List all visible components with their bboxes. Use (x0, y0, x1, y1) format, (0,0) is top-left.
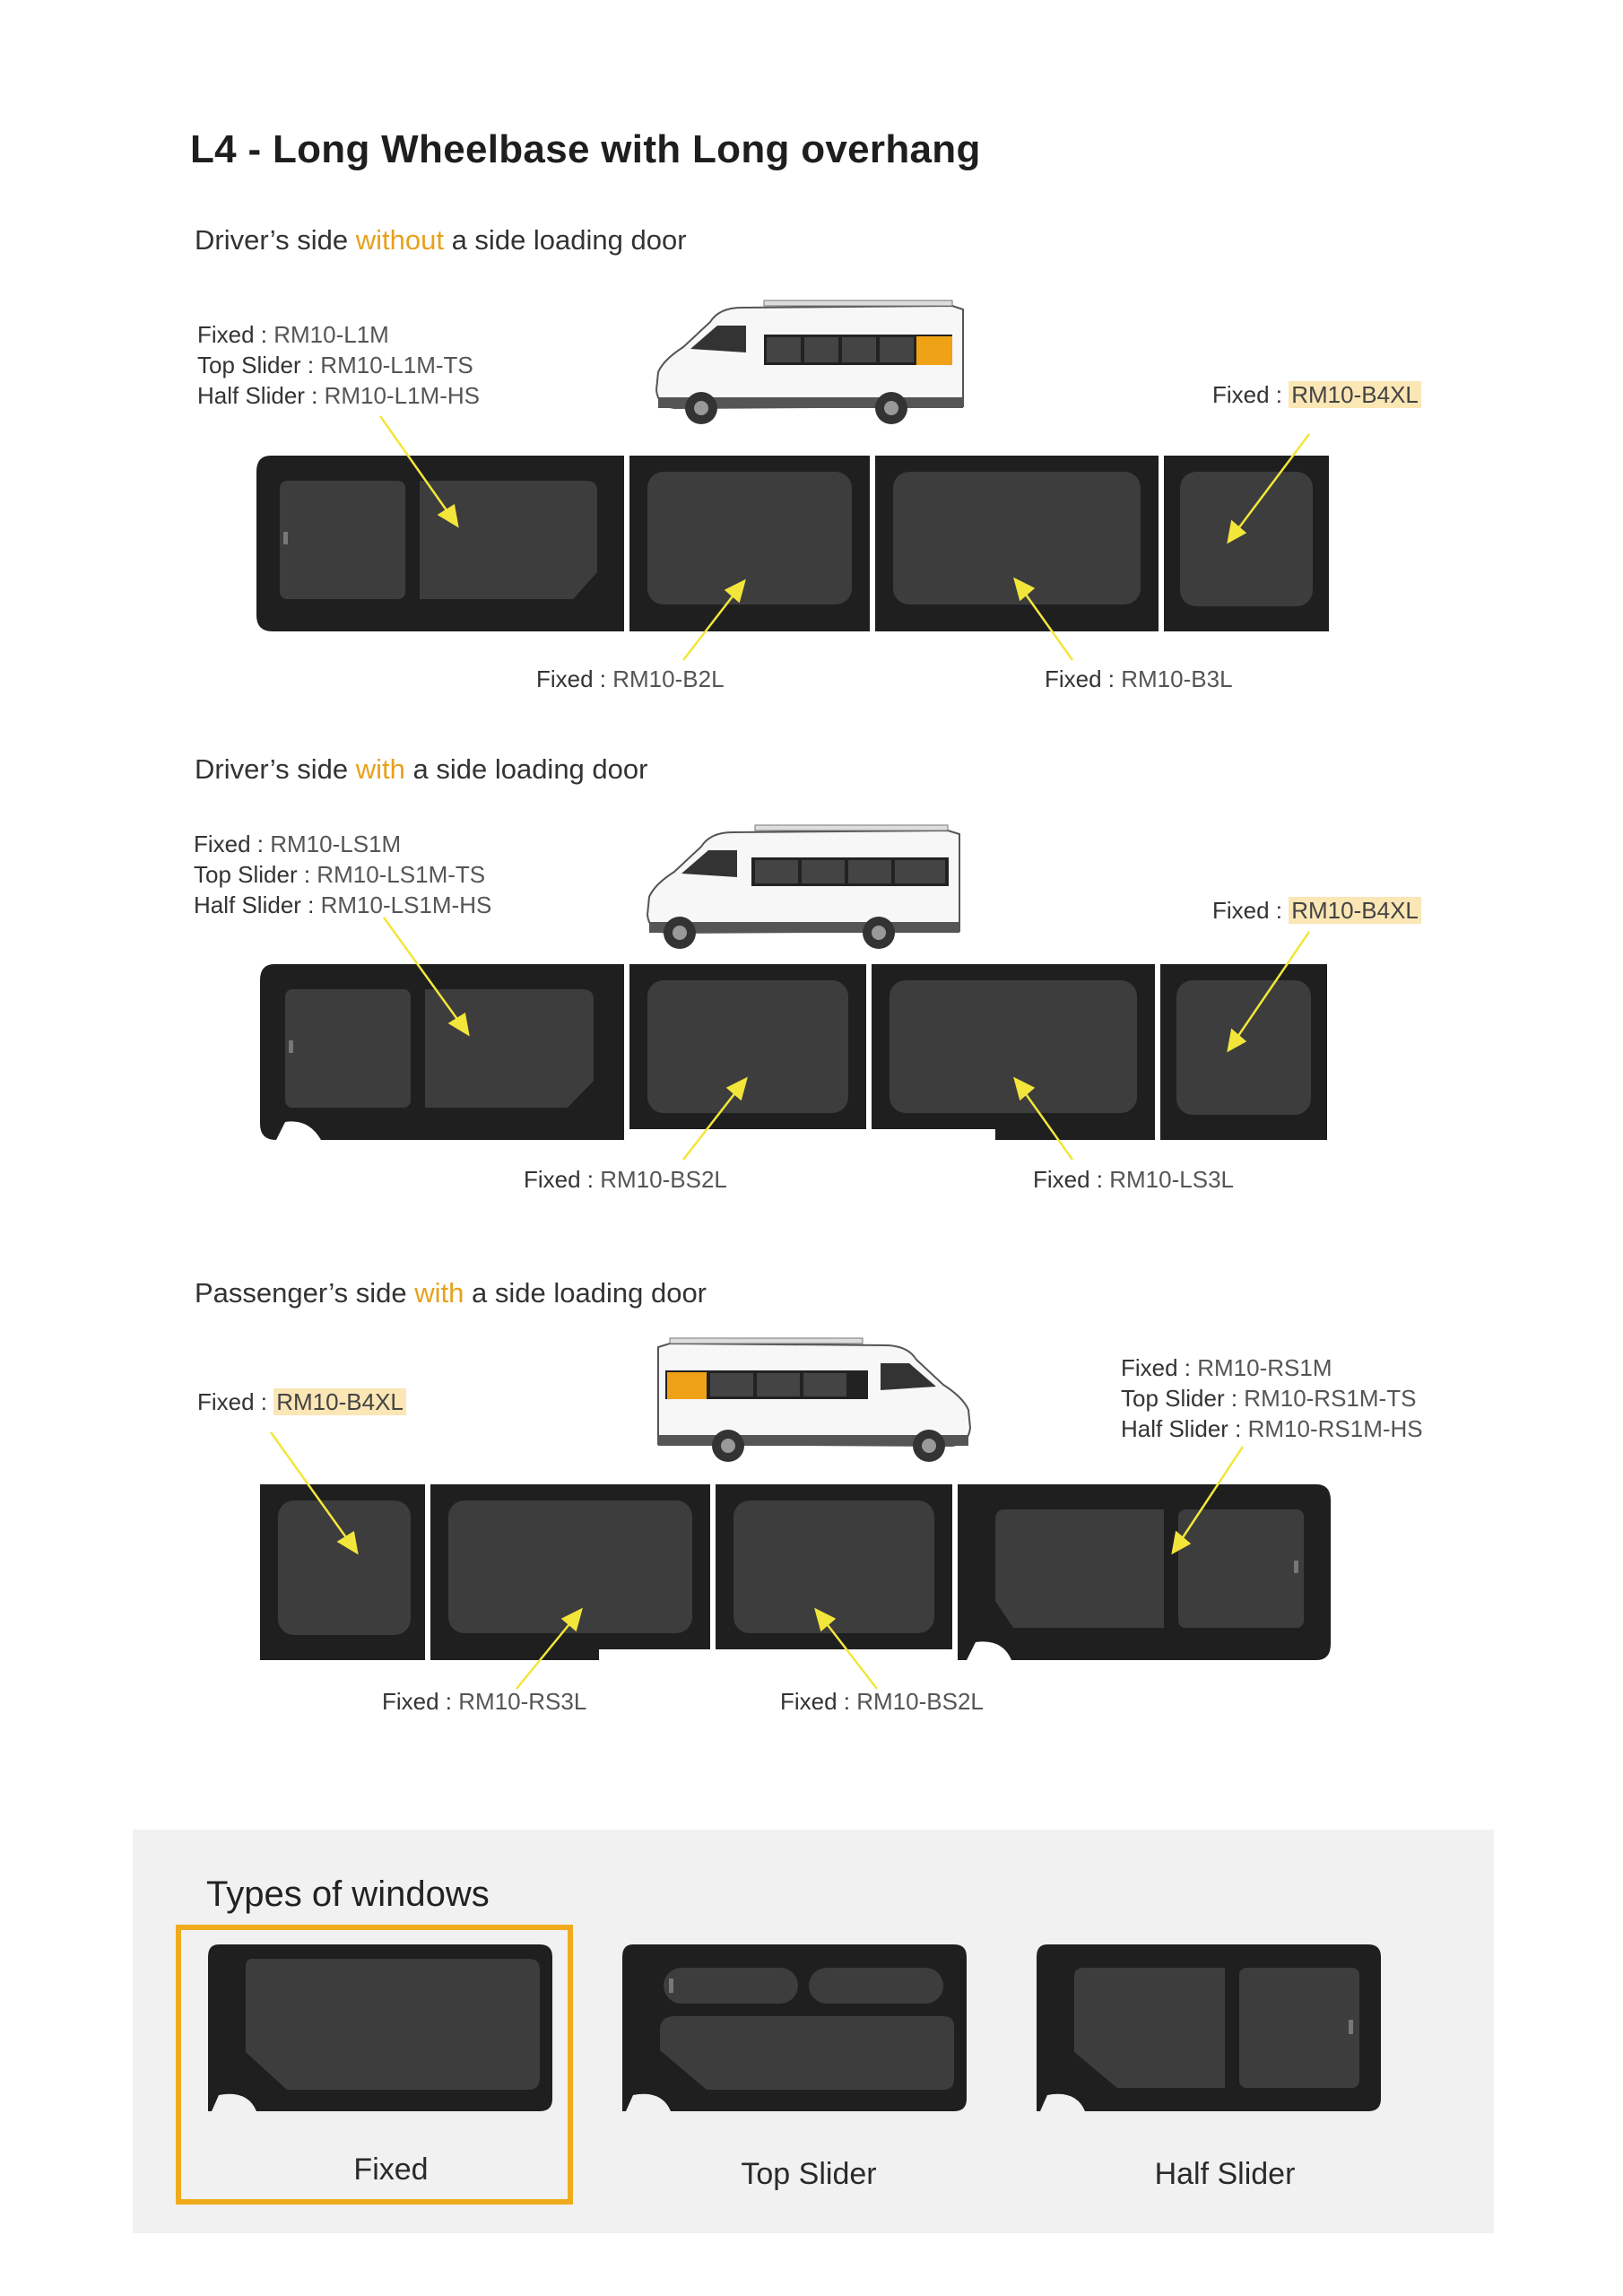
main-window-codes (194, 829, 491, 920)
rs3-window-code (382, 1686, 586, 1717)
bs2-window-code (780, 1686, 984, 1717)
type-label-fixed: Fixed (353, 2152, 429, 2187)
window-rs3l (430, 1484, 710, 1660)
window-bs2l (629, 964, 866, 1129)
windows-row-passenger-with-door (258, 1484, 1334, 1673)
label-key: Fixed : (1212, 897, 1289, 924)
b2-window-code (536, 664, 725, 694)
types-title: Types of windows (206, 1874, 490, 1914)
part-code: RM10-RS1M-HS (1247, 1415, 1423, 1442)
part-code: RM10-BS2L (856, 1688, 984, 1715)
label-key: Fixed : (1121, 1354, 1198, 1381)
label-key: Fixed : (1033, 1166, 1110, 1193)
window-main-half-slider (260, 964, 624, 1140)
heading-text: Driver’s side (195, 224, 356, 256)
part-code: RM10-LS1M-TS (317, 861, 486, 888)
label-key: Top Slider : (197, 352, 321, 378)
main-window-codes (197, 319, 480, 411)
type-label-top-slider: Top Slider (741, 2157, 877, 2191)
rear-window-code (1212, 895, 1421, 926)
van-illustration-driver-side-door (638, 825, 979, 960)
heading-highlight: with (355, 753, 405, 785)
ls3-window-code (1033, 1164, 1234, 1195)
label-key: Fixed : (194, 831, 271, 857)
part-code: RM10-B2L (612, 665, 725, 692)
label-key: Top Slider : (1121, 1385, 1245, 1412)
part-code: RM10-RS1M (1197, 1354, 1332, 1381)
label-key: Fixed : (197, 1388, 274, 1415)
label-key: Fixed : (382, 1688, 459, 1715)
main-window-codes (1121, 1352, 1423, 1444)
part-code: RM10-L1M-HS (324, 382, 480, 409)
section-heading-passenger-with-door (195, 1277, 707, 1309)
label-key: Fixed : (780, 1688, 857, 1715)
window-b4xl (1164, 456, 1329, 631)
label-key: Fixed : (197, 321, 274, 348)
part-code: RM10-RS3L (458, 1688, 587, 1715)
part-code: RM10-LS1M-HS (320, 891, 492, 918)
part-code: RM10-L1M-TS (320, 352, 473, 378)
label-key: Half Slider : (194, 891, 321, 918)
windows-row-driver-without-door (255, 456, 1331, 635)
section-heading-driver-without-door (195, 224, 687, 257)
label-key: Fixed : (536, 665, 613, 692)
heading-text: Passenger’s side (195, 1277, 415, 1309)
part-code-highlighted: RM10-B4XL (1289, 381, 1421, 408)
type-half-slider-illustration (1035, 1944, 1381, 2111)
part-code: RM10-B3L (1121, 665, 1233, 692)
window-main-half-slider (256, 456, 624, 631)
label-key: Half Slider : (1121, 1415, 1248, 1442)
label-key: Fixed : (1212, 381, 1289, 408)
part-code: RM10-LS1M (270, 831, 402, 857)
rear-window-code (1212, 379, 1421, 410)
section-heading-driver-with-door (195, 753, 647, 786)
van-illustration-passenger-side (638, 1338, 979, 1473)
part-code: RM10-RS1M-TS (1244, 1385, 1417, 1412)
window-bs2l (716, 1484, 952, 1649)
type-fixed-illustration (206, 1944, 552, 2111)
rear-window-code (197, 1387, 406, 1417)
label-key: Top Slider : (194, 861, 317, 888)
part-code: RM10-LS3L (1109, 1166, 1234, 1193)
window-b2l (629, 456, 870, 631)
heading-highlight: without (355, 224, 444, 256)
part-code: RM10-L1M (273, 321, 389, 348)
heading-text: a side loading door (464, 1277, 707, 1309)
label-key: Fixed : (524, 1166, 601, 1193)
bs2-window-code (524, 1164, 727, 1195)
part-code-highlighted: RM10-B4XL (1289, 897, 1421, 924)
part-code: RM10-BS2L (600, 1166, 727, 1193)
van-illustration-driver-side (647, 300, 984, 435)
windows-row-driver-with-door (258, 964, 1334, 1152)
window-b4xl (1160, 964, 1327, 1140)
heading-text: a side loading door (404, 753, 648, 785)
b3-window-code (1045, 664, 1233, 694)
heading-text: Driver’s side (195, 753, 356, 785)
label-key: Fixed : (1045, 665, 1122, 692)
part-code-highlighted: RM10-B4XL (273, 1388, 406, 1415)
type-label-half-slider: Half Slider (1154, 2157, 1296, 2191)
type-top-slider-illustration (621, 1944, 967, 2111)
heading-highlight: with (414, 1277, 464, 1309)
window-b3l (875, 456, 1159, 631)
page-title: L4 - Long Wheelbase with Long overhang (190, 127, 981, 171)
heading-text: a side loading door (443, 224, 687, 256)
label-key: Half Slider : (197, 382, 325, 409)
window-main-half-slider (958, 1484, 1331, 1660)
window-b4xl (260, 1484, 425, 1660)
window-ls3l (872, 964, 1155, 1140)
